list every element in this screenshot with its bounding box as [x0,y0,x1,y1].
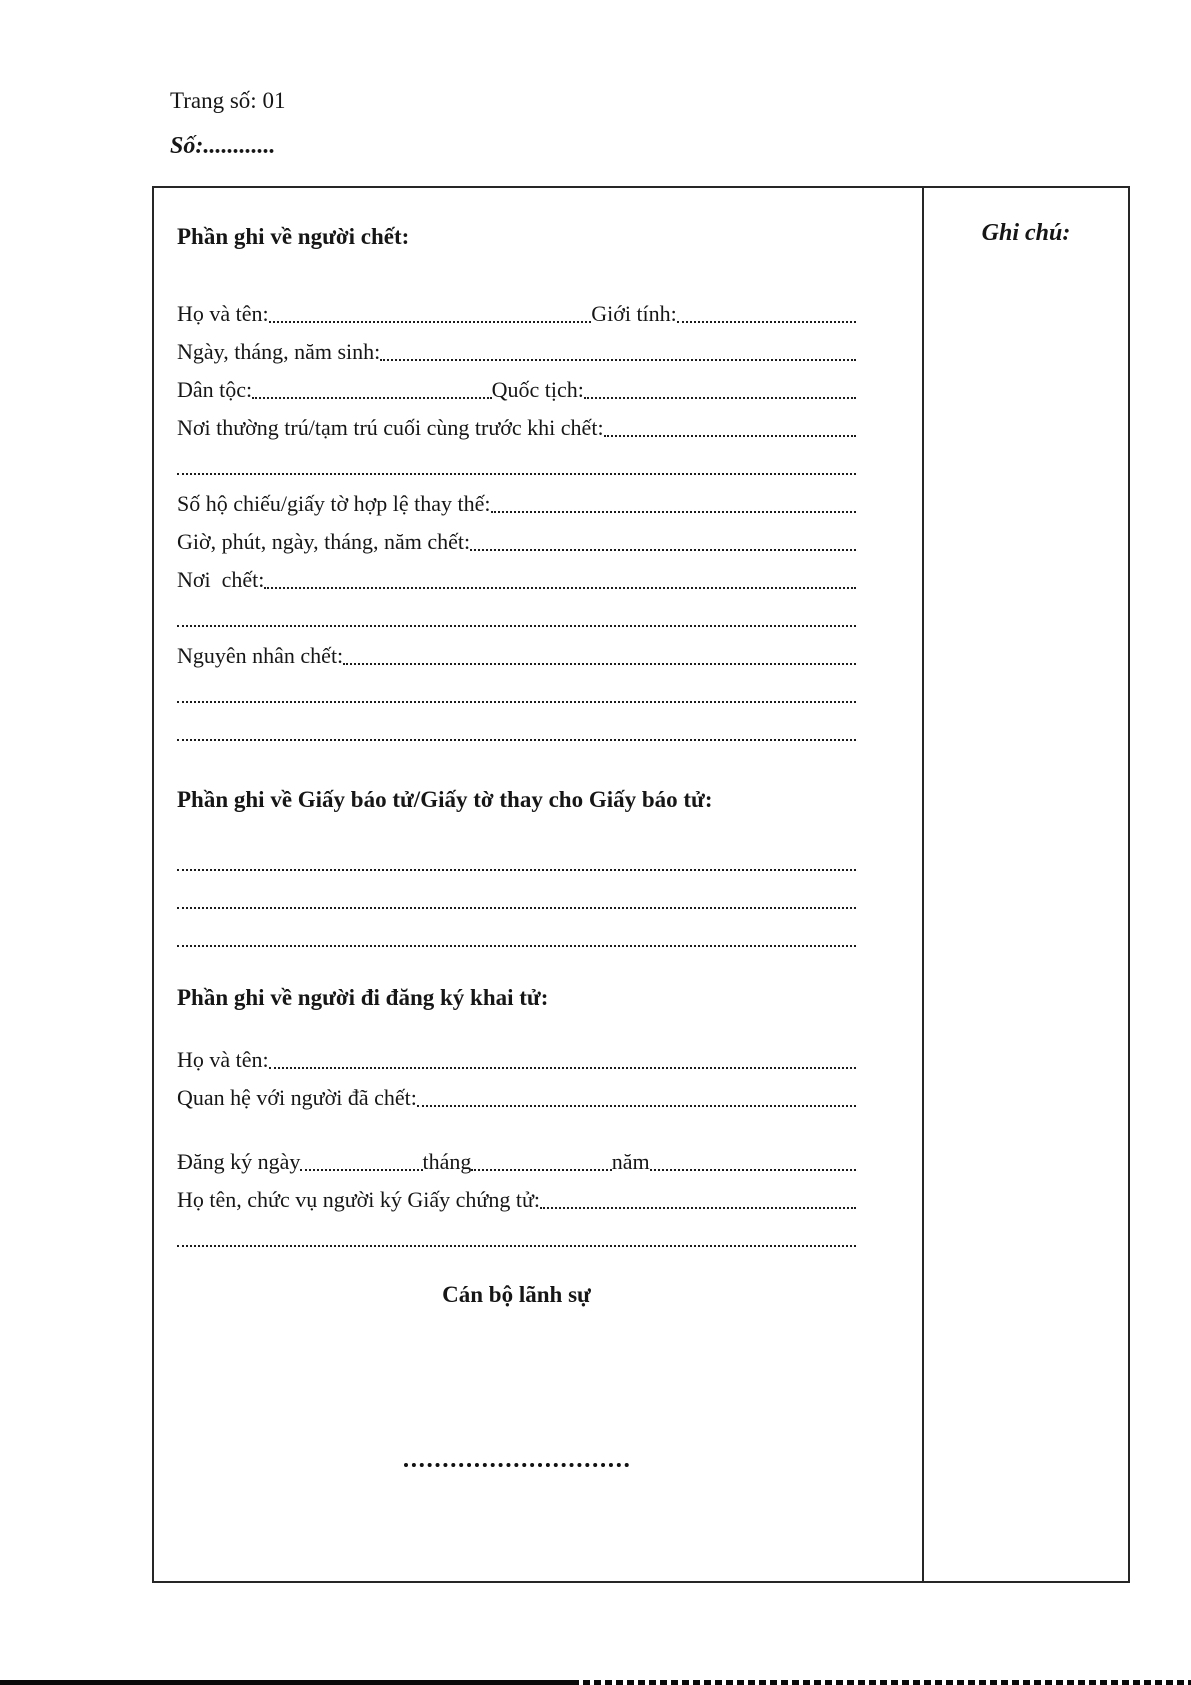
dotted-fill [300,1163,422,1171]
field-label: Cán bộ lãnh sự [442,1282,591,1307]
dotted-fill [177,1239,856,1247]
section-nguoi-chet [177,224,856,744]
dotted-fill [177,863,856,871]
field-line-nguyen-nhan-dots-2 [177,720,856,744]
field-line-ngay-thang-nam-sinh [177,340,856,364]
field-line-dan-toc-quoc-tich [177,378,856,402]
section-heading-nguoi-dang-ky: Phần ghi về người đi đăng ký khai tử: [177,985,549,1010]
field-line-noi-thuong-tru [177,416,856,440]
field-line-nguoi-ky-dots [177,1226,856,1250]
field-line-noi-thuong-tru-dots [177,454,856,478]
field-line-signature-dots [404,1445,629,1469]
record-number-label: Số:............ [170,133,276,159]
form-main-column [154,188,922,1581]
field-label: tháng [422,1149,472,1174]
dotted-fill [604,429,856,437]
field-line-quan-he-voi-nguoi-da-chet [177,1086,856,1110]
field-label: Họ và tên: [177,301,269,326]
dotted-fill [264,581,856,589]
field-label: Nơi thường trú/tạm trú cuối cùng trước khi chết: [177,415,604,440]
dotted-fill [540,1201,856,1209]
dotted-fill [491,505,857,513]
field-line-ho-va-ten-nguoi-dang-ky [177,1048,856,1072]
dotted-fill [470,543,856,551]
dotted-fill [343,657,856,665]
field-line-noi-chet [177,568,856,592]
field-label: Giờ, phút, ngày, tháng, năm chết: [177,529,471,554]
section-nguoi-dang-ky [177,985,856,1469]
section-heading-giay-bao-tu: Phần ghi về Giấy báo tử/Giấy tờ thay cho Giấy báo tử: [177,787,713,812]
dotted-fill [269,1061,856,1069]
field-line-ho-va-ten-gioi-tinh [177,302,856,326]
scan-edge-solid [0,1680,572,1685]
dotted-fill [380,353,856,361]
field-label: Số hộ chiếu/giấy tờ hợp lệ thay thế: [177,491,491,516]
field-label: Đăng ký ngày [177,1149,301,1174]
section-giay-bao-tu [177,787,856,950]
field-line-nguoi-ky-giay-chung-tu [177,1188,856,1212]
field-label: Nguyên nhân chết: [177,643,344,668]
field-line-giay-bao-tu-dots-1 [177,850,856,874]
field-label: năm [611,1149,650,1174]
dotted-fill [177,467,856,475]
field-label: Dân tộc: [177,377,253,402]
field-line-can-bo-lanh-su [177,1281,856,1307]
notes-heading: Ghi chú: [981,220,1071,246]
field-line-dang-ky-ngay [177,1150,856,1174]
section-heading-nguoi-chet: Phần ghi về người chết: [177,224,410,249]
field-line-giay-bao-tu-dots-2 [177,888,856,912]
field-line-nguyen-nhan-chet [177,644,856,668]
page-number-label: Trang số: 01 [170,88,286,113]
dotted-fill [677,315,856,323]
form-table [152,186,1130,1583]
dotted-fill [177,901,856,909]
field-line-nguyen-nhan-dots-1 [177,682,856,706]
dotted-fill [177,619,856,627]
field-label: Ngày, tháng, năm sinh: [177,339,381,364]
dotted-fill [417,1099,856,1107]
field-label: Họ tên, chức vụ người ký Giấy chứng tử: [177,1187,540,1212]
dotted-fill [177,695,856,703]
field-line-gio-phut-ngay-chet [177,530,856,554]
scan-edge-dashed [572,1680,1191,1685]
dotted-fill [404,1455,629,1467]
notes-column [922,188,1128,1581]
field-label: Nơi chết: [177,567,265,592]
field-label: Họ và tên: [177,1047,269,1072]
field-label: Quốc tịch: [491,377,584,402]
field-line-giay-bao-tu-dots-3 [177,926,856,950]
field-line-so-ho-chieu [177,492,856,516]
dotted-fill [177,733,856,741]
field-line-noi-chet-dots [177,606,856,630]
scan-edge-artifact [0,1680,1191,1685]
dotted-fill [269,315,592,323]
dotted-fill [650,1163,856,1171]
dotted-fill [471,1163,611,1171]
dotted-fill [584,391,856,399]
dotted-fill [177,939,856,947]
dotted-fill [252,391,491,399]
field-label: Giới tính: [591,301,677,326]
field-label: Quan hệ với người đã chết: [177,1085,417,1110]
